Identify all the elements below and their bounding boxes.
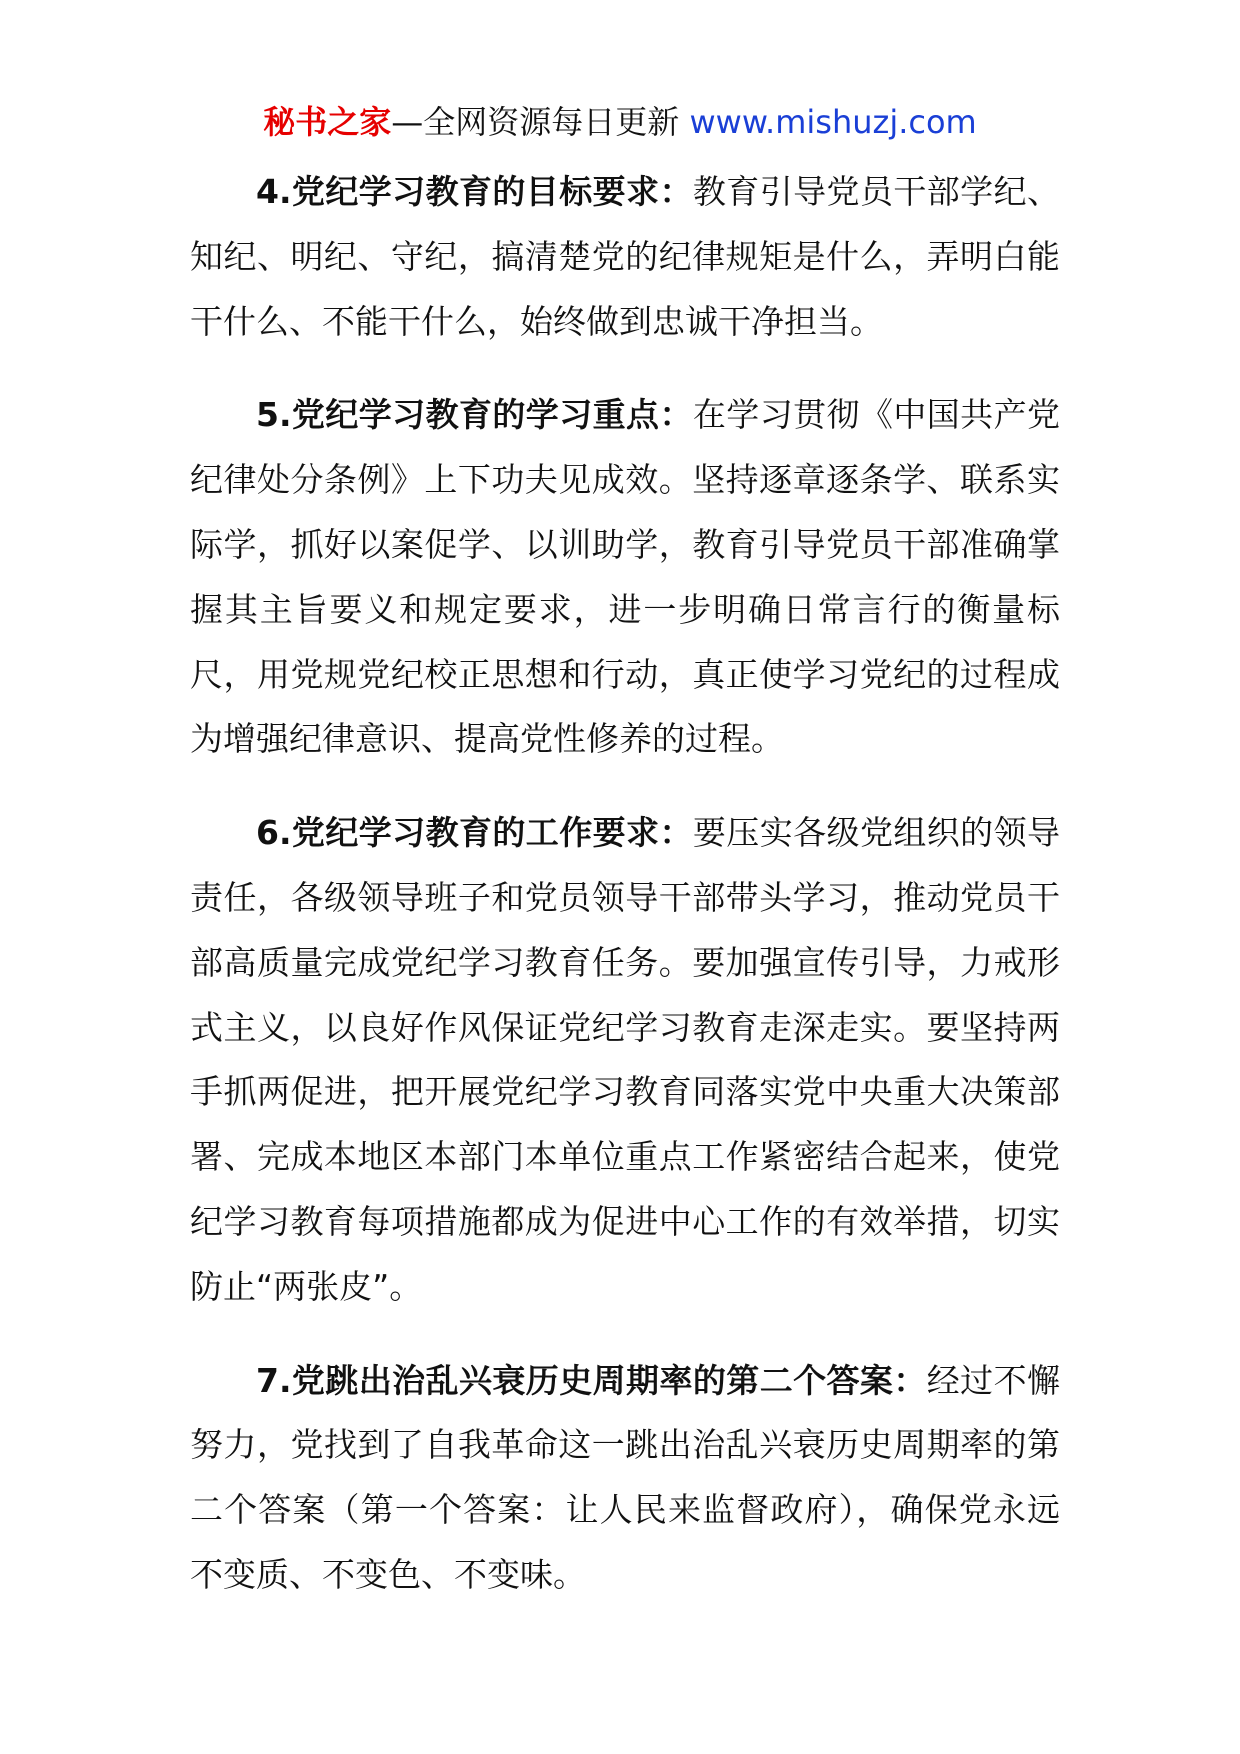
paragraph-title: 6.党纪学习教育的工作要求：: [256, 813, 693, 853]
paragraph-item-6: [190, 801, 1060, 1319]
paragraph-text: 教育引导党员干部学纪、知纪、明纪、守纪，搞清楚党的纪律规矩是什么，弄明白能干什么、不能干什么，始终做到忠诚干净担当。: [190, 172, 1061, 341]
brand-name: 秘书之家: [263, 103, 392, 141]
page-header: [0, 100, 1240, 144]
paragraph-item-7: [190, 1349, 1060, 1608]
paragraph-title: 5.党纪学习教育的学习重点：: [256, 395, 693, 435]
paragraph-title: 7.党跳出治乱兴衰历史周期率的第二个答案：: [256, 1360, 927, 1400]
site-url-link[interactable]: www.mishuzj.com: [689, 103, 977, 141]
paragraph-text: 在学习贯彻《中国共产党纪律处分条例》上下功夫见成效。坚持逐章逐条学、联系实际学，抓好以案促学、以训助学，教育引导党员干部准确掌握其主旨要义和规定要求，进一步明确日常言行的衡量标尺，用党规党纪校正思想和行动，真正使学习党纪的过程成为增强纪律意识、提高党性修养的过程。: [190, 395, 1061, 759]
paragraph-text: 要压实各级党组织的领导责任，各级领导班子和党员领导干部带头学习，推动党员干部高质量完成党纪学习教育任务。要加强宣传引导，力戒形式主义，以良好作风保证党纪学习教育走深走实。要坚持两手抓两促进，把开展党纪学习教育同落实党中央重大决策部署、完成本地区本部门本单位重点工作紧密结合起来，使党纪学习教育每项措施都成为促进中心工作的有效举措，切实防止“两张皮”。: [190, 813, 1061, 1306]
paragraph-title: 4.党纪学习教育的目标要求：: [256, 172, 693, 211]
paragraph-item-5: [190, 383, 1060, 772]
paragraph-item-4: [190, 160, 1060, 354]
paragraph-text: 经过不懈努力，党找到了自我革命这一跳出治乱兴衰历史周期率的第二个答案（第一个答案：让人民来监督政府），确保党永远不变质、不变色、不变味。: [190, 1360, 1061, 1594]
header-slogan: —全网资源每日更新: [391, 103, 680, 141]
document-body: [190, 160, 1060, 1637]
